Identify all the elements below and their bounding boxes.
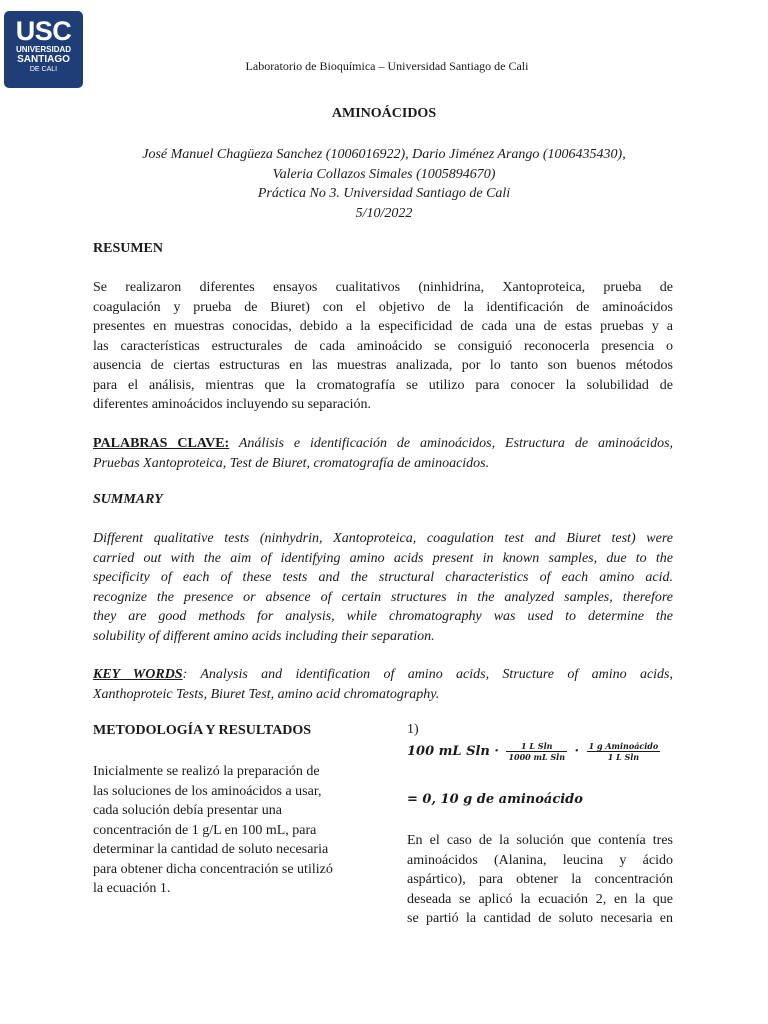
metodologia-heading: METODOLOGÍA Y RESULTADOS <box>93 723 312 738</box>
equation-fraction-1 <box>506 741 567 762</box>
metodologia-line: la ecuación 1. <box>93 881 171 896</box>
keywords-line: Xanthoproteic Tests, Biuret Test, amino acid chromatography. <box>93 686 440 702</box>
resumen-line: las características estructurales de cada aminoácido se consiguió reconocerla presencia o <box>93 338 673 354</box>
right-paragraph <box>407 831 673 929</box>
right-line: se partió la cantidad de soluto necesaria en <box>407 911 673 926</box>
authors-block <box>0 145 768 223</box>
summary-line: solubility of different amino acids including their separation. <box>93 628 435 644</box>
equation-1 <box>407 741 663 762</box>
metodologia-paragraph <box>93 762 351 899</box>
fraction-numerator: 1 g Aminoácido <box>588 741 659 751</box>
resumen-line: diferentes aminoácidos incluyendo su separación. <box>93 397 371 412</box>
palabras-line <box>93 434 673 454</box>
summary-paragraph <box>93 529 673 646</box>
logo-santiago: SANTIAGO <box>17 54 70 65</box>
palabras-line: Pruebas Xantoproteica, Test de Biuret, cromatografía de aminoacidos. <box>93 455 490 471</box>
resumen-line: coagulación y prueba de Biuret) con el objetivo de la identificación de aminoácidos <box>93 299 673 315</box>
equation-fraction-2 <box>587 741 661 762</box>
metodologia-line: las soluciones de los aminoácidos a usar, <box>93 783 322 799</box>
date-line: 5/10/2022 <box>355 205 413 221</box>
palabras-label: PALABRAS CLAVE: <box>93 436 230 451</box>
equation-number: 1) <box>407 722 419 737</box>
page-header: Laboratorio de Bioquímica – Universidad Santiago de Cali <box>245 59 529 73</box>
right-line: aspártico), para obtener la concentración <box>407 872 673 887</box>
logo-universidad: UNIVERSIDAD <box>15 45 72 54</box>
metodologia-line: para obtener dicha concentración se utilizó <box>93 861 333 877</box>
logo-usc: USC <box>15 16 72 46</box>
summary-line: carried out with the aim of identifying amino acids present in known samples, due to the <box>93 550 673 566</box>
equation-result <box>407 792 583 807</box>
author-line: José Manuel Chagüeza Sanchez (1006016922), Dario Jiménez Arango (1006435430), <box>142 147 626 162</box>
resumen-heading: RESUMEN <box>93 241 164 256</box>
logo-de-cali: DE CALI <box>29 66 58 73</box>
right-line: aminoácidos (Alanina, leucina y ácido <box>407 852 673 868</box>
equation-lead: 100 mL Sln · <box>407 744 499 759</box>
keywords-label: KEY WORDS <box>93 667 183 682</box>
fraction-numerator: 1 L Sln <box>506 741 567 752</box>
keywords-line <box>93 665 673 685</box>
metodologia-line: determinar la cantidad de soluto necesaria <box>93 842 329 857</box>
equation-unit: g de aminoácido <box>458 792 583 807</box>
university-logo <box>4 11 83 88</box>
right-line: deseada se aplicó la ecuación 2, en la que <box>407 891 673 907</box>
right-line: En el caso de la solución que contenía tres <box>407 833 673 848</box>
resumen-line: Se realizaron diferentes ensayos cualitativos (ninhidrina, Xantoproteica, prueba de <box>93 280 673 295</box>
summary-line: specificity of each of these tests and the structural characteristics of each amino acid. <box>93 570 673 585</box>
metodologia-line: Inicialmente se realizó la preparación de <box>93 764 320 779</box>
summary-line: they are good methods for analysis, while chromatography was used to determine the <box>93 609 673 624</box>
resumen-line: ausencia de ciertas estructuras en las muestras analizada, por lo tanto son buenos métodos <box>93 358 673 373</box>
metodologia-line: concentración de 1 g/L en 100 mL, para <box>93 822 317 838</box>
author-line: Valeria Collazos Simales (1005894670) <box>272 166 496 182</box>
keywords-text: : Analysis and identification of amino acids, Structure of amino acids, <box>182 667 673 682</box>
palabras-clave <box>93 434 673 473</box>
paper-title: AMINOÁCIDOS <box>331 106 437 121</box>
equation-equals: = <box>407 792 423 807</box>
fraction-denominator: 1 L Sln <box>607 752 640 762</box>
summary-line: Different qualitative tests (ninhydrin, Xantoproteica, coagulation test and Biuret test) were <box>93 531 673 546</box>
key-words <box>93 665 673 704</box>
resumen-line: para el análisis, mientras que la cromatografía se utilizo para conocer la solubilidad de <box>93 377 673 393</box>
palabras-text: Análisis e identificación de aminoácidos, Estructura de aminoácidos, <box>238 436 674 451</box>
summary-line: recognize the presence or absence of certain structures in the analyzed samples, therefore <box>93 589 673 605</box>
equation-value: 0, 10 <box>422 792 459 807</box>
practice-line: Práctica No 3. Universidad Santiago de Cali <box>257 186 511 201</box>
equation-dot: · <box>574 744 580 759</box>
resumen-paragraph <box>93 278 673 415</box>
summary-heading: SUMMARY <box>93 492 163 507</box>
metodologia-line: cada solución debía presentar una <box>93 803 282 818</box>
fraction-denominator: 1000 mL Sln <box>508 752 566 762</box>
resumen-line: presentes en muestras conocidas, debido a la especificidad de cada una de estas pruebas y a <box>93 319 673 334</box>
